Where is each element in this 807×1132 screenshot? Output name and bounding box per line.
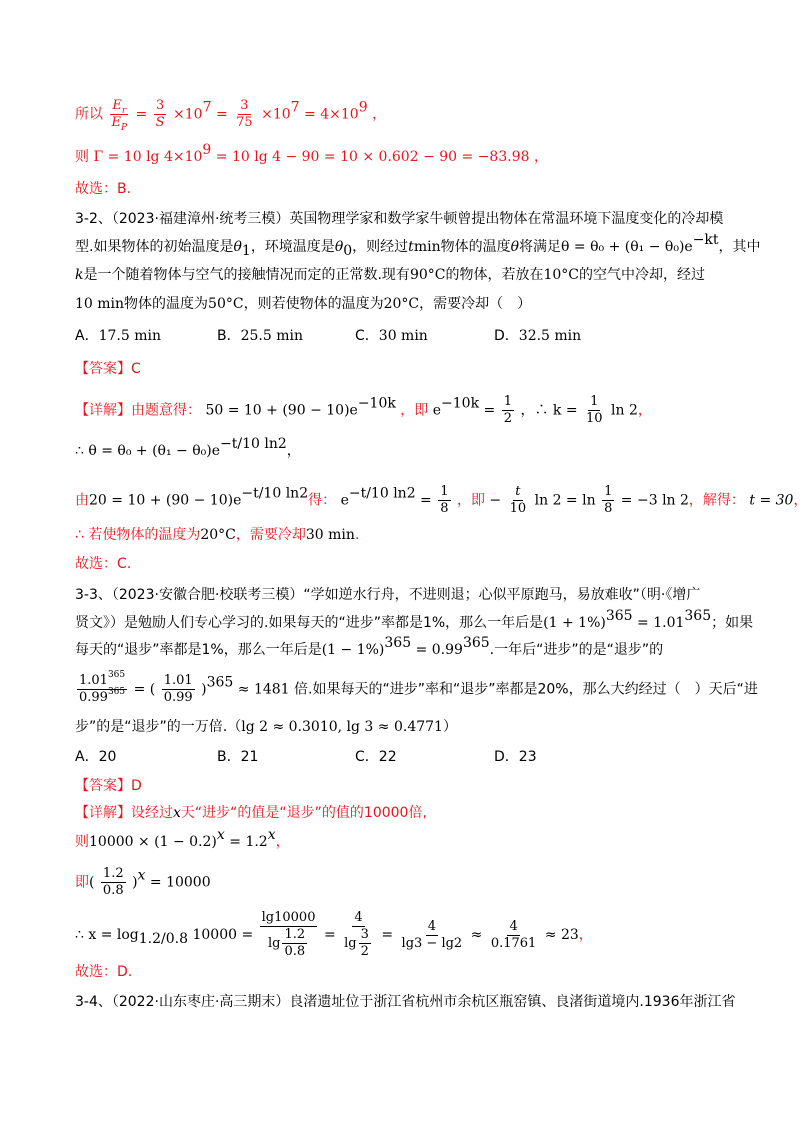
math-text: (1 − 1%) (321, 642, 385, 658)
math-text: . (354, 527, 360, 543)
math-text: −10k (441, 395, 480, 412)
q34-heading: 3-4、（2022·山东枣庄·高三期末）良渚遗址位于浙江省杭州市余杭区瓶窑镇、良渚街道境内.1936年浙江省 (75, 994, 736, 1010)
math-text: 0.1761 (490, 935, 537, 951)
math-text: 21 (240, 749, 259, 765)
so-line (75, 98, 386, 131)
q33-detail-2 (75, 827, 290, 853)
math-text: ln 2 = ln (534, 492, 596, 509)
q33-option-b[interactable] (217, 746, 258, 768)
q33-option-a[interactable] (75, 746, 116, 768)
math-text (266, 927, 311, 960)
math-text: θ (510, 239, 520, 255)
math-text: θ (334, 239, 344, 255)
math-text: 即 (75, 874, 89, 891)
answer-select-b: 故选：B. (75, 181, 132, 197)
math-text: = (415, 492, 437, 509)
math-text: ， (372, 106, 387, 123)
math-text (77, 670, 127, 706)
math-text (260, 910, 318, 960)
math-text: 20 = 10 + (90 − 10)e (89, 492, 242, 509)
fraction (234, 98, 255, 131)
math-text: 7 (290, 99, 300, 116)
math-text: 的空气中冷却，经过 (579, 267, 705, 283)
math-text: 1.2 (284, 927, 306, 942)
q33-answer: 【答案】D (75, 778, 142, 794)
math-text (502, 394, 514, 427)
q32-option-c[interactable] (355, 325, 428, 347)
q32-detail-4 (75, 524, 359, 546)
math-text: 50 = 10 + (90 − 10)e (205, 402, 358, 419)
math-text: 则 (75, 834, 89, 850)
q33-line2 (75, 608, 754, 634)
math-text: ( (89, 874, 95, 891)
math-text: θ = θ₀ + (θ₁ − θ₀)e (561, 239, 693, 255)
math-text: e (340, 492, 349, 509)
q33-detail-4 (75, 910, 593, 960)
math-text: = (135, 106, 152, 123)
math-text (282, 927, 307, 960)
q32-detail-3 (75, 484, 807, 517)
math-text: ，解得： (688, 492, 745, 509)
math-text: 30 min (378, 328, 428, 344)
math-text: 3 (240, 98, 249, 113)
math-text: 8 (440, 501, 449, 516)
math-text (508, 484, 529, 517)
math-text: 得： (308, 492, 337, 509)
math-text: 10 (509, 501, 527, 516)
math-text: t = 30 (749, 492, 794, 509)
math-text: ln 2 (611, 402, 638, 419)
math-text: B． (217, 328, 241, 344)
math-text: 2 (360, 944, 369, 959)
math-text: lg 2 ≈ 0.3010, lg 3 ≈ 0.4771 (241, 719, 443, 735)
math-text: 1.01 (79, 673, 108, 688)
math-text: = (479, 402, 500, 419)
math-text: 倍.如果每天的“进步”率和“退步”率都是20%，那么大约经过（ ）天后“进 (294, 681, 758, 698)
math-text: ，则经过 (352, 239, 409, 255)
math-text: 7 (202, 99, 212, 116)
math-text: 1 (604, 484, 613, 499)
math-text: 4 (354, 910, 363, 925)
math-text: = 0.99 (411, 642, 463, 658)
math-text (101, 866, 126, 899)
math-text: 1.01 (163, 673, 193, 688)
math-text: 则 (75, 149, 89, 165)
math-text (438, 484, 450, 517)
q33-heading: 3-3、（2023·安徽合肥·校联考三模）“学如逆水行舟，不进则退；心似平原跑马，易放难收”（明·《增广 (75, 587, 701, 603)
math-text: 32.5 min (518, 328, 582, 344)
q32-line2 (75, 232, 761, 259)
math-text: −t/10 ln2 (220, 436, 287, 452)
math-text (109, 115, 129, 131)
q32-line3 (75, 264, 705, 286)
math-text: B． (217, 749, 241, 765)
math-text (602, 484, 614, 517)
math-text: lg (267, 936, 281, 951)
math-text: 天“进步“的值是“退步”的值的10000倍, (180, 805, 427, 821)
q32-line4 (75, 293, 531, 315)
q33-line5 (75, 716, 457, 738)
q32-heading: 3-2、（2023·福建漳州·统考三模）英国物理学家和数学家牛顿曾提出物体在常温环境下温度变化的冷却模 (75, 211, 724, 227)
math-text: 0.99 (79, 690, 108, 705)
q32-option-a[interactable] (75, 325, 161, 347)
math-text: ∴ x = log (75, 927, 139, 943)
math-text: 75 (236, 115, 253, 130)
math-text: C． (355, 328, 379, 344)
math-text: θ (233, 239, 242, 255)
math-text: 50°C (208, 296, 244, 312)
math-text: ∴ θ = θ₀ + (θ₁ − θ₀)e (75, 443, 221, 459)
math-text (584, 394, 605, 427)
math-text: 4 (427, 918, 436, 934)
math-text: r (121, 106, 127, 116)
math-text: = ( (133, 681, 156, 698)
math-text: min (413, 239, 441, 255)
math-text: C． (355, 749, 379, 765)
math-text: ， (637, 402, 652, 419)
q33-line4 (75, 670, 758, 706)
math-text: x (137, 867, 146, 884)
math-text: 22 (378, 749, 397, 765)
math-text: 20°C (383, 296, 420, 312)
math-text: 10000 = (188, 927, 258, 943)
math-text: ≈ 23 (544, 927, 579, 943)
math-text: A． (75, 749, 99, 765)
q32-select: 故选：C. (75, 556, 132, 572)
math-text: 4 (509, 918, 518, 934)
math-text: − (484, 492, 506, 509)
math-text: P (120, 123, 128, 133)
q33-option-d[interactable] (494, 746, 537, 768)
math-text: 2 (503, 411, 512, 426)
math-text: 20°C (200, 527, 236, 543)
q32-option-b[interactable] (217, 325, 303, 347)
math-text: 0.8 (102, 883, 124, 898)
math-text: ，其中 (718, 239, 761, 255)
q33-detail-3 (75, 866, 211, 899)
math-text: ，需要冷却 (235, 527, 306, 543)
q33-select: 故选：D. (75, 964, 133, 980)
math-text: 物体的温度为 (124, 296, 209, 312)
q32-detail-1 (75, 394, 652, 427)
q32-option-d[interactable] (494, 325, 581, 347)
math-text: 1.2/0.8 (138, 931, 189, 947)
math-text: 17.5 min (98, 328, 161, 344)
math-text: ，即 (400, 402, 429, 419)
math-text: ，∴ k = (520, 402, 583, 419)
math-text: Γ = 10 lg 4×10 (93, 149, 203, 165)
q33-line3 (75, 635, 664, 661)
text: 所以 (75, 106, 103, 123)
math-text: ，即 (456, 492, 485, 509)
math-text: 物体的温度 (440, 239, 511, 255)
math-text: lg3 − lg2 (401, 935, 463, 951)
math-text: 【详解】由题意得： (75, 402, 201, 419)
math-text: 8 (604, 501, 613, 516)
math-text: ≈ (470, 927, 487, 943)
math-text: = 1.01 (632, 615, 685, 631)
gamma-line (75, 142, 548, 168)
math-text: 25.5 min (240, 328, 304, 344)
math-text (400, 919, 465, 952)
math-text: 365 (684, 608, 712, 624)
q32-detail-2 (75, 436, 301, 462)
math-text: 步”的是“退步”的一万倍.（ (75, 719, 242, 735)
math-text: 365 (107, 687, 126, 697)
math-text: 1 (590, 394, 599, 409)
math-text: ，则若使物体的温度为 (243, 296, 384, 312)
math-text: = −3 ln 2 (620, 492, 689, 509)
math-text: 9 (202, 142, 212, 158)
q33-option-c[interactable] (355, 746, 397, 768)
math-text: e (432, 402, 442, 419)
math-text: 20 (98, 749, 117, 765)
math-text: ， (793, 492, 807, 509)
math-text: (1 + 1%) (543, 615, 606, 631)
math-text: ， (275, 834, 290, 850)
math-text (342, 910, 375, 960)
math-text: = 10 lg 4 − 90 = 10 × 0.602 − 90 = −83.98 (211, 149, 530, 165)
math-text: 1 (440, 484, 449, 499)
math-text: −kt (692, 232, 719, 248)
math-text: 0.8 (284, 944, 306, 959)
math-text: D． (494, 749, 519, 765)
math-text: ×10 (173, 106, 203, 123)
math-text: 每天的“退步”率都是1%，那么一年后是 (75, 642, 322, 658)
math-text: ) (132, 874, 138, 891)
math-text: 23 (518, 749, 537, 765)
math-text: 【详解】设经过 (75, 805, 173, 821)
math-text: = 10000 (145, 874, 211, 891)
math-text: S (155, 115, 165, 130)
math-text: = (215, 106, 233, 123)
math-text: x (267, 827, 276, 843)
math-text: 90°C (409, 267, 446, 283)
math-text: ×10 (261, 106, 291, 123)
math-text: t (408, 239, 414, 255)
math-text (162, 673, 195, 706)
math-text: 10 min (75, 296, 125, 312)
math-text: k (75, 267, 84, 283)
math-text: E (112, 98, 122, 113)
math-text: 型.如果物体的初始温度是 (75, 239, 234, 255)
math-text: 3 (360, 927, 369, 942)
math-text: ≈ 1481 (233, 681, 290, 698)
math-text: 365 (605, 608, 633, 624)
fraction (154, 98, 167, 131)
math-text: D． (494, 328, 519, 344)
math-text: A． (75, 328, 99, 344)
math-text (489, 919, 539, 952)
math-text: lg10000 (261, 910, 316, 925)
math-text: 9 (358, 99, 368, 116)
math-text: 365 (384, 635, 412, 651)
math-text: ∴ 若使物体的温度为 (75, 527, 201, 543)
math-text (77, 687, 127, 706)
math-text: ， (578, 927, 593, 943)
math-text: 10 (586, 411, 603, 426)
math-text: = (381, 927, 398, 943)
math-text (110, 98, 128, 115)
math-text: 10°C (543, 267, 579, 283)
math-text: 1 (241, 243, 251, 259)
math-text: E (111, 115, 121, 130)
math-text: ， (286, 443, 301, 459)
math-text: t (515, 484, 521, 499)
math-text: 是一个随着物体与空气的接触情况而定的正常数.现有 (83, 267, 410, 283)
math-text: 30 min (305, 527, 355, 543)
math-text: 3 (155, 98, 165, 113)
math-text: lg (344, 936, 357, 951)
math-text: ) (201, 681, 207, 698)
math-text: = 1.2 (224, 834, 268, 850)
math-text: = (323, 927, 341, 943)
math-text: 365 (206, 674, 234, 691)
math-text: 1 (503, 394, 512, 409)
math-text: 贤文》）是勉励人们专心学习的.如果每天的“进步”率都是1%，那么一年后是 (75, 615, 544, 631)
math-text: −10k (357, 395, 396, 412)
math-text: 的物体，若放在 (445, 267, 544, 283)
math-text: ） (442, 719, 457, 735)
math-text: 由 (75, 492, 89, 509)
math-text: 0 (343, 243, 353, 259)
math-text: 1.2 (102, 866, 124, 881)
math-text: .一年后“进步”的是“退步”的 (489, 642, 664, 658)
q33-detail-1 (75, 802, 427, 824)
math-text: ， (533, 149, 548, 165)
math-text: 10000 × (1 − 0.2) (89, 834, 217, 850)
fraction (109, 98, 129, 131)
math-text: 将满足 (519, 239, 562, 255)
q32-answer: 【答案】C (75, 361, 141, 377)
math-text: −t/10 ln2 (241, 485, 309, 502)
math-text (359, 927, 371, 960)
math-text: −t/10 ln2 (348, 485, 416, 502)
math-text: = 4×10 (304, 106, 359, 123)
math-text: 365 (462, 635, 490, 651)
math-text: ，需要冷却（ ） (419, 296, 532, 312)
math-text: ，环境温度是 (250, 239, 335, 255)
math-text: x (216, 827, 225, 843)
math-text: ；如果 (711, 615, 754, 631)
math-text: 0.99 (163, 690, 193, 705)
math-text: x (173, 805, 181, 821)
math-text: 365 (107, 670, 126, 680)
math-text (342, 927, 375, 960)
